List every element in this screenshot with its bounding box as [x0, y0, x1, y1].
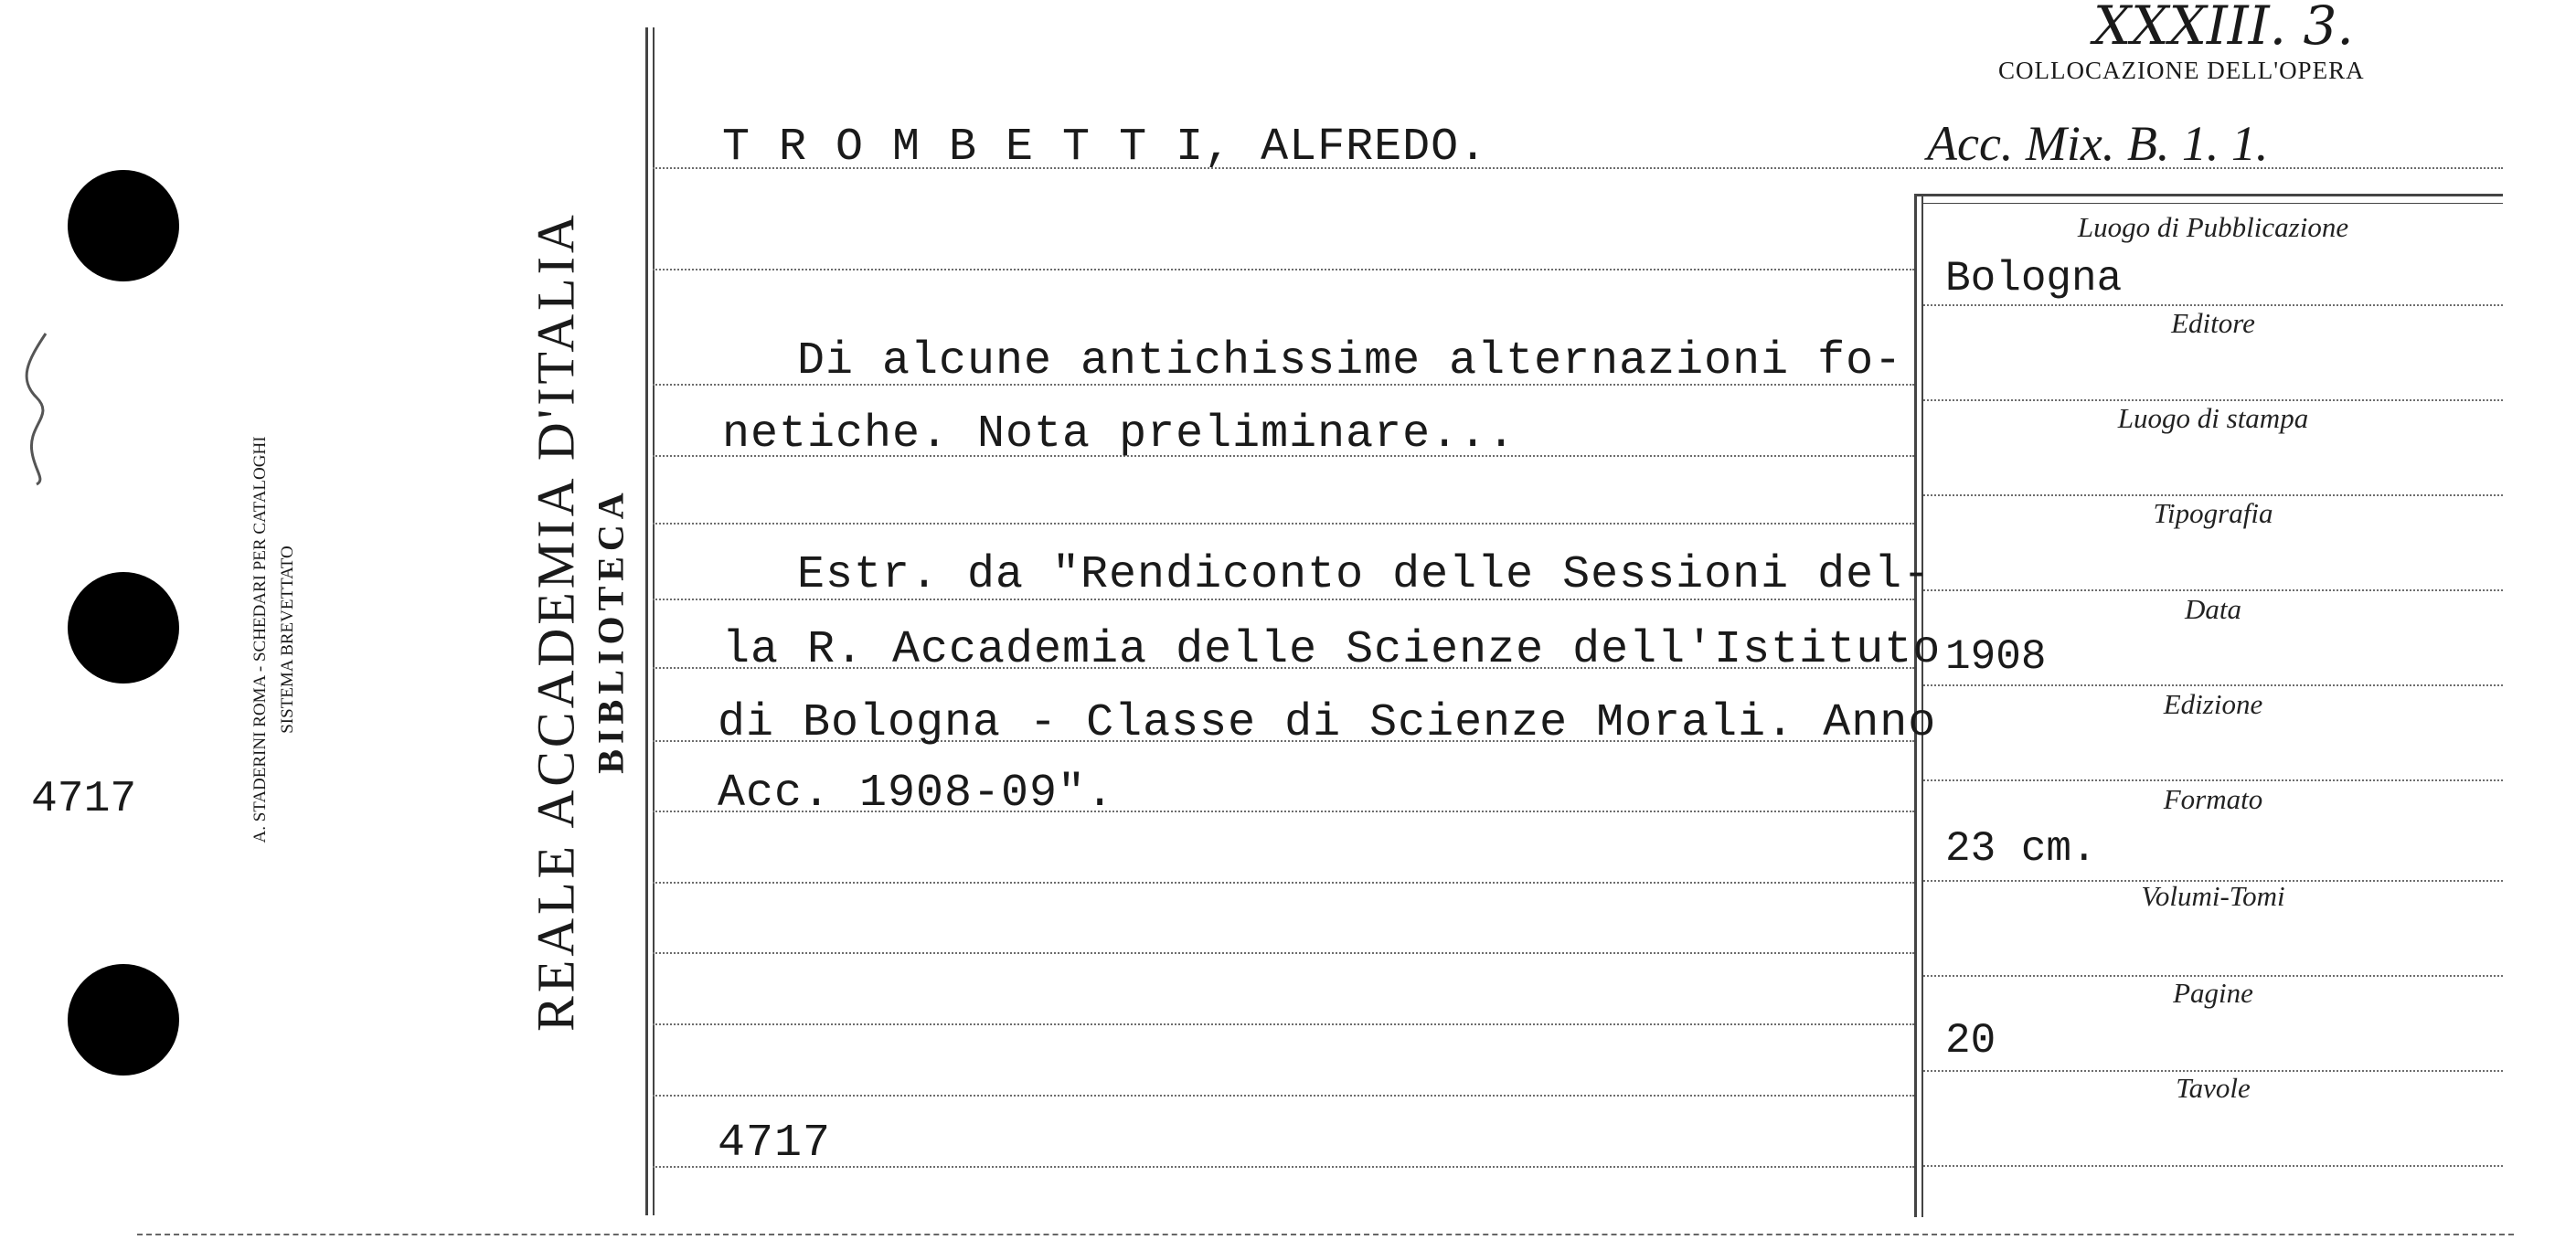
title-line-1: Di alcune antichissime alternazioni fo- — [797, 335, 1903, 387]
inventory-number: 4717 — [718, 1118, 832, 1170]
luogo-stampa-label: Luogo di stampa — [2117, 402, 2309, 434]
rule-row — [653, 523, 1914, 525]
left-margin-line-inner — [653, 27, 655, 1215]
data-value: 1908 — [1945, 633, 2047, 681]
printer-line-2: SISTEMA BREVETTATO — [278, 546, 297, 734]
punch-hole-middle — [68, 572, 179, 684]
left-card-number: 4717 — [31, 775, 137, 824]
institution-name: REALE ACCADEMIA D'ITALIA — [526, 211, 586, 1032]
tipografia-label: Tipografia — [2153, 497, 2273, 529]
formato-label: Formato — [2163, 783, 2263, 815]
details-rule — [1923, 494, 2503, 496]
rule-row — [653, 882, 1914, 884]
details-rule — [1923, 684, 2503, 686]
department-name: BIBLIOTECA — [590, 487, 632, 774]
details-rule — [1923, 779, 2503, 781]
formato-value: 23 cm. — [1945, 825, 2097, 873]
details-box-top-inner — [1921, 203, 2503, 204]
pagine-value: 20 — [1945, 1017, 1996, 1065]
editore-label: Editore — [2171, 307, 2255, 339]
title-line-2: netiche. Nota preliminare... — [722, 408, 1517, 461]
note-line-4: Acc. 1908-09". — [718, 768, 1115, 820]
punch-hole-bottom — [68, 964, 179, 1076]
note-line-3: di Bologna - Classe di Scienze Morali. Anno — [718, 697, 1937, 749]
rule-row — [653, 1023, 1914, 1025]
edizione-label: Edizione — [2163, 688, 2263, 720]
rule-row — [653, 269, 1914, 270]
pagine-label: Pagine — [2173, 977, 2253, 1009]
shelfmark-value: Acc. Mix. B. 1. 1. — [1927, 116, 2269, 171]
data-label: Data — [2185, 593, 2241, 625]
details-rule — [1923, 304, 2503, 306]
card-bottom-edge — [137, 1234, 2514, 1235]
luogo-pubblicazione-label: Luogo di Pubblicazione — [2077, 211, 2349, 243]
printer-imprint — [247, 320, 320, 959]
printer-line-1: A. STADERINI ROMA - SCHEDARI PER CATALOGHI — [250, 436, 270, 843]
details-rule — [1923, 1165, 2503, 1167]
shelfmark-label: COLLOCAZIONE DELL'OPERA — [1998, 57, 2365, 84]
shelfmark-handwritten: XXXIII. 3. — [2093, 0, 2354, 57]
rule-row — [653, 1095, 1914, 1097]
rule-row — [653, 952, 1914, 954]
left-margin-line — [645, 27, 648, 1215]
author-heading: T R O M B E T T I, ALFREDO. — [722, 122, 1488, 174]
details-rule — [1923, 589, 2503, 591]
rule-row — [653, 1166, 1914, 1168]
details-box-top — [1914, 194, 2503, 196]
luogo-pubblicazione-value: Bologna — [1945, 255, 2123, 302]
tavole-label: Tavole — [2176, 1072, 2251, 1104]
details-rule — [1923, 399, 2503, 401]
note-line-2: la R. Accademia delle Scienze dell'Istituto — [722, 624, 1942, 676]
pencil-mark-icon — [9, 324, 64, 489]
punch-hole-top — [68, 170, 179, 281]
volumi-tomi-label: Volumi-Tomi — [2141, 880, 2285, 912]
note-line-1: Estr. da "Rendiconto delle Sessioni del- — [797, 549, 1932, 601]
